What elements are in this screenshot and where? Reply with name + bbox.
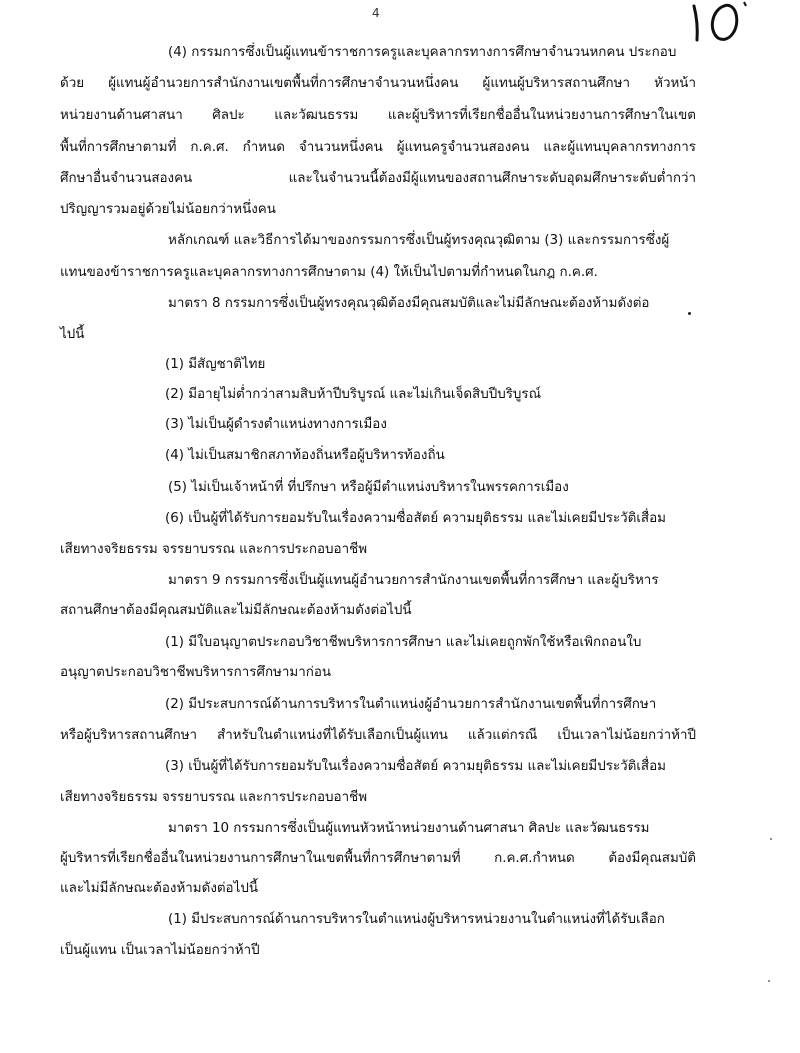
section-heading-9: มาตรา 9 กรรมการซึ่งเป็นผู้แทนผู้อำนวยการสำนักงานเขตพื้นที่การศึกษา และผู้บริหาร — [168, 573, 659, 588]
list-item: (6) เป็นผู้ที่ได้รับการยอมรับในเรื่องความซื่อสัตย์ ความยุติธรรม และไม่เคยมีประวัติเสื่อม — [165, 511, 666, 526]
list-item: (1) มีสัญชาติไทย — [165, 357, 266, 372]
scan-speck — [768, 980, 770, 982]
text-line: อนุญาตประกอบวิชาชีพบริหารการศึกษามาก่อน — [60, 665, 332, 680]
list-item: (4) ไม่เป็นสมาชิกสภาท้องถิ่นหรือผู้บริหารท้องถิ่น — [165, 448, 445, 463]
list-item: (1) มีใบอนุญาตประกอบวิชาชีพบริหารการศึกษา และไม่เคยถูกพักใช้หรือเพิกถอนใบ — [165, 635, 642, 650]
list-item: (5) ไม่เป็นเจ้าหน้าที่ ที่ปรึกษา หรือผู้มีตำแหน่งบริหารในพรรคการเมือง — [168, 480, 569, 495]
list-item: (2) มีอายุไม่ต่ำกว่าสามสิบห้าปีบริบูรณ์ และไม่เกินเจ็ดสิบปีบริบูรณ์ — [165, 387, 542, 402]
scan-speck — [770, 838, 772, 840]
text-line: หรือผู้บริหารสถานศึกษา สำหรับในตำแหน่งที่ได้รับเลือกเป็นผู้แทน แล้วแต่กรณี เป็นเวลาไม่น้อยกว่าห้าปี — [60, 728, 696, 743]
text-line: พื้นที่การศึกษาตามที่ ก.ค.ศ. กำหนด จำนวนหนึ่งคน ผู้แทนครูจำนวนสองคน และผู้แทนบุคลากรทางการ — [60, 140, 696, 155]
text-line: (4) กรรมการซึ่งเป็นผู้แทนข้าราชการครูและบุคลากรทางการศึกษาจำนวนหกคน ประกอบ — [168, 45, 677, 60]
text-line: และไม่มีลักษณะต้องห้ามดังต่อไปนี้ — [60, 881, 258, 896]
text-line: เสียทางจริยธรรม จรรยาบรรณ และการประกอบอาชีพ — [60, 542, 368, 557]
text-line: เสียทางจริยธรรม จรรยาบรรณ และการประกอบอาชีพ — [60, 790, 368, 805]
text-line: สถานศึกษาต้องมีคุณสมบัติและไม่มีลักษณะต้องห้ามดังต่อไปนี้ — [60, 603, 412, 618]
ink-dot — [688, 312, 691, 315]
text-line: แทนของข้าราชการครูและบุคลากรทางการศึกษาตาม (4) ให้เป็นไปตามที่กำหนดในกฎ ก.ค.ศ. — [60, 265, 598, 280]
section-heading-8: มาตรา 8 กรรมการซึ่งเป็นผู้ทรงคุณวุฒิต้องมีคุณสมบัติและไม่มีลักษณะต้องห้ามดังต่อ — [168, 296, 650, 311]
text-line: ไปนี้ — [60, 327, 85, 342]
page-number: 4 — [372, 6, 380, 20]
section-heading-10: มาตรา 10 กรรมการซึ่งเป็นผู้แทนหัวหน้าหน่วยงานด้านศาสนา ศิลปะ และวัฒนธรรม — [168, 821, 650, 836]
list-item: (3) เป็นผู้ที่ได้รับการยอมรับในเรื่องความซื่อสัตย์ ความยุติธรรม และไม่เคยมีประวัติเสื่อม — [165, 759, 666, 774]
list-item: (1) มีประสบการณ์ด้านการบริหารในตำแหน่งผู้บริหารหน่วยงานในตำแหน่งที่ได้รับเลือก — [168, 912, 665, 927]
text-line: เป็นผู้แทน เป็นเวลาไม่น้อยกว่าห้าปี — [60, 943, 260, 958]
list-item: (2) มีประสบการณ์ด้านการบริหารในตำแหน่งผู้อำนวยการสำนักงานเขตพื้นที่การศึกษา — [165, 697, 657, 712]
text-line: ด้วย ผู้แทนผู้อำนวยการสำนักงานเขตพื้นที่การศึกษาจำนวนหนึ่งคน ผู้แทนผู้บริหารสถานศึกษา หัวหน้า — [60, 76, 696, 91]
handwritten-page-mark — [688, 0, 758, 50]
text-line: ปริญญารวมอยู่ด้วยไม่น้อยกว่าหนึ่งคน — [60, 202, 276, 217]
text-line: ผู้บริหารที่เรียกชื่ออื่นในหน่วยงานการศึกษาในเขตพื้นที่การศึกษาตามที่ ก.ค.ศ.กำหนด ต้องมีคุณสมบัติ — [60, 851, 696, 866]
list-item: (3) ไม่เป็นผู้ดำรงตำแหน่งทางการเมือง — [165, 417, 387, 432]
text-line: ศึกษาอื่นจำนวนสองคน และในจำนวนนี้ต้องมีผู้แทนของสถานศึกษาระดับอุดมศึกษาระดับต่ำกว่า — [60, 171, 696, 186]
text-line: หลักเกณฑ์ และวิธีการได้มาของกรรมการซึ่งเป็นผู้ทรงคุณวุฒิตาม (3) และกรรมการซึ่งผู้ — [168, 233, 670, 248]
text-line: หน่วยงานด้านศาสนา ศิลปะ และวัฒนธรรม และผู้บริหารที่เรียกชื่ออื่นในหน่วยงานการศึกษาในเขต — [60, 108, 696, 123]
